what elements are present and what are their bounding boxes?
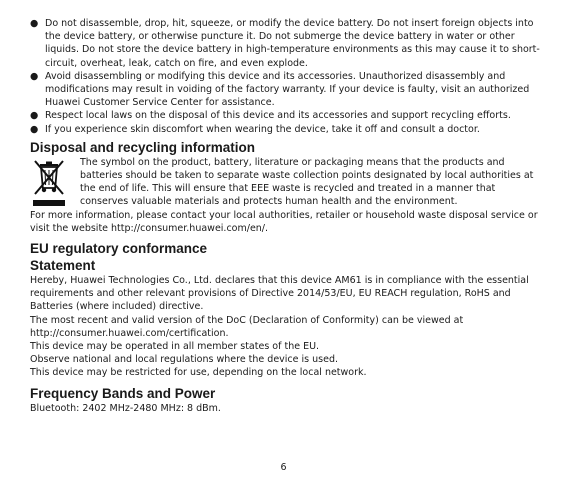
bluetooth-line: Bluetooth: 2402 MHz-2480 MHz: 8 dBm. [30, 402, 221, 414]
bullet-text: Do not disassemble, drop, hit, squeeze, or modify the device battery. Do not insert foreign objects into the device battery, or otherwise puncture it. Do not submerge the device battery in water or other liquids. Do not store the device battery in high-temperature environments as this may cause it to short-circuit, overheat, leak, catch on fire, and even explode. [45, 18, 540, 69]
weee-paragraph: The symbol on the product, battery, literature or packaging means that the products and batteries should be taken to separate waste collection points designated by local authorities at the end of life. This will ensure that EEE waste is recycled and treated in a manner that conserves valuable materials and protects human health and the environment. [80, 156, 534, 208]
crossed-out-wheelie-bin-icon [30, 158, 68, 210]
restrict-line: This device may be restricted for use, depending on the local network. [30, 367, 367, 379]
observe-line: Observe national and local regulations where the device is used. [30, 354, 338, 366]
eu-heading: EU regulatory conformance [30, 241, 208, 257]
bullet-disassembly [30, 70, 541, 110]
bullet-dot-icon: ● [30, 110, 39, 122]
bullet-dot-icon: ● [30, 18, 39, 29]
disposal-more-info: For more information, please contact your local authorities, retailer or household waste disposal service or visit the website http://consumer.huawei.com/en/. [30, 209, 538, 234]
bullet-skin [30, 123, 541, 136]
operate-line: This device may be operated in all member states of the EU. [30, 341, 320, 353]
disposal-heading: Disposal and recycling information [30, 139, 256, 155]
safety-bullet-list [30, 17, 541, 136]
page-number: 6 [280, 462, 287, 473]
bullet-recycling [30, 109, 541, 122]
bullet-text: If you experience skin discomfort when wearing the device, take it off and consult a doctor. [45, 123, 480, 135]
doc-line: The most recent and valid version of the DoC (Declaration of Conformity) can be viewed at [30, 314, 464, 326]
bullet-dot-icon: ● [30, 70, 39, 82]
bullet-dot-icon: ● [30, 123, 39, 135]
bullet-text: Avoid disassembling or modifying this device and its accessories. Unauthorized disassembly and modifications may result in voiding of the factory warranty. If your device is faulty, visit an authorized Huawei Customer Service Center for assistance. [45, 70, 530, 109]
frequency-heading: Frequency Bands and Power [30, 385, 216, 401]
bullet-battery [30, 17, 541, 70]
statement-subheading: Statement [30, 258, 96, 274]
bullet-text: Respect local laws on the disposal of this device and its accessories and support recycling efforts. [45, 110, 511, 122]
weee-block [30, 156, 541, 209]
eu-declaration: Hereby, Huawei Technologies Co., Ltd. declares that this device AM61 is in compliance with the essential requirements and other relevant provisions of Directive 2014/53/EU, EU REACH regulation, RoHS and Batteries (where included) directive. [30, 275, 529, 313]
doc-url: http://consumer.huawei.com/certification. [30, 327, 229, 339]
